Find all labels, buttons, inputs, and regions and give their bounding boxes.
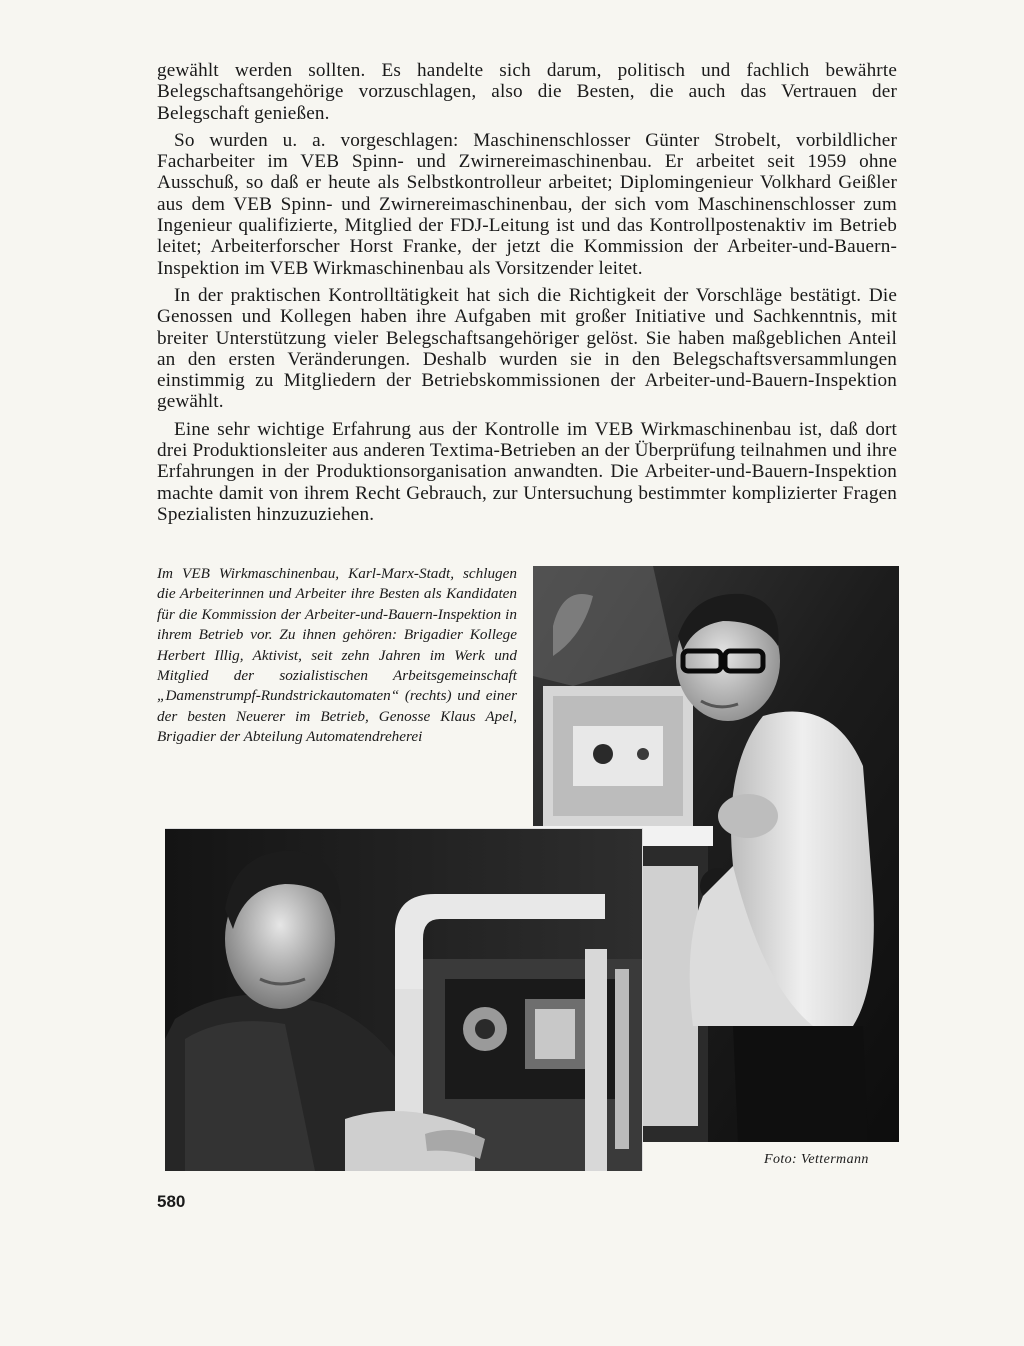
paragraph-3: In der praktischen Kontrolltätigkeit hat sich die Richtigkeit der Vorschläge bestätigt. Die Genossen und Kollegen haben ihre Aufgaben mit großer Initiative und Sachkenntnis, mit breiter Unterstützung vieler Belegschaftsangehöriger gelöst. Sie haben maßgeblichen Anteil an den ersten Veränderungen. Deshalb wurden sie in den Belegschaftsversammlungen einstimmig zu Mitgliedern der Betriebskommissionen der Arbeiter-und-Bauern-Inspektion gewählt. (157, 284, 897, 413)
photo-worker-left-image (165, 829, 642, 1171)
article-body (157, 60, 897, 531)
photo-credit: Foto: Vettermann (764, 1152, 869, 1167)
photo-caption: Im VEB Wirkmaschinenbau, Karl-Marx-Stadt, schlugen die Arbeiterinnen und Arbeiter ihre Besten als Kandidaten für die Kommission der Arbeiter-und-Bauern-Inspektion in ihrem Betrieb vor. Zu ihnen gehören: Brigadier Kollege Herbert Illig, Aktivist, seit zehn Jahren im Werk und Mitglied der sozialistischen Arbeitsgemeinschaft „Damenstrumpf-Rundstrickautomaten“ (rechts) und einer der besten Neuerer im Betrieb, Genosse Klaus Apel, Brigadier der Abteilung Automatendreherei (157, 565, 517, 746)
page-number: 580 (157, 1192, 186, 1211)
photo-worker-left (165, 828, 643, 1171)
paragraph-2: So wurden u. a. vorgeschlagen: Maschinenschlosser Günter Strobelt, vorbildlicher Facharbeiter im VEB Spinn- und Zwirnereimaschinenbau. Er arbeitet seit 1959 ohne Ausschuß, so daß er heute als Selbstkontrolleur arbeitet; Diplomingenieur Volkhard Geißler aus dem VEB Spinn- und Zwirnereimaschinenbau, der sich vom Maschinenschlosser zum Ingenieur qualifizierte, Mitglied der FDJ-Leitung ist und das Kontrollpostenaktiv im Betrieb leitet; Arbeiterforscher Horst Franke, der jetzt die Kommission der Arbeiter-und-Bauern-Inspektion im VEB Wirkmaschinenbau als Vorsitzender leitet. (157, 129, 897, 279)
paragraph-4: Eine sehr wichtige Erfahrung aus der Kontrolle im VEB Wirkmaschinenbau ist, daß dort drei Produktionsleiter aus anderen Textima-Betrieben an der Überprüfung teilnahmen und ihre Erfahrungen in der Produktionsorganisation anwandten. Die Arbeiter-und-Bauern-Inspektion machte damit von ihrem Recht Gebrauch, zur Untersuchung bestimmter komplizierter Fragen Spezialisten hinzuzuziehen. (157, 418, 897, 525)
paragraph-1: gewählt werden sollten. Es handelte sich darum, politisch und fachlich bewährte Belegschaftsangehörige vorzuschlagen, also die Besten, die auch das Vertrauen der Belegschaft genießen. (157, 60, 897, 124)
